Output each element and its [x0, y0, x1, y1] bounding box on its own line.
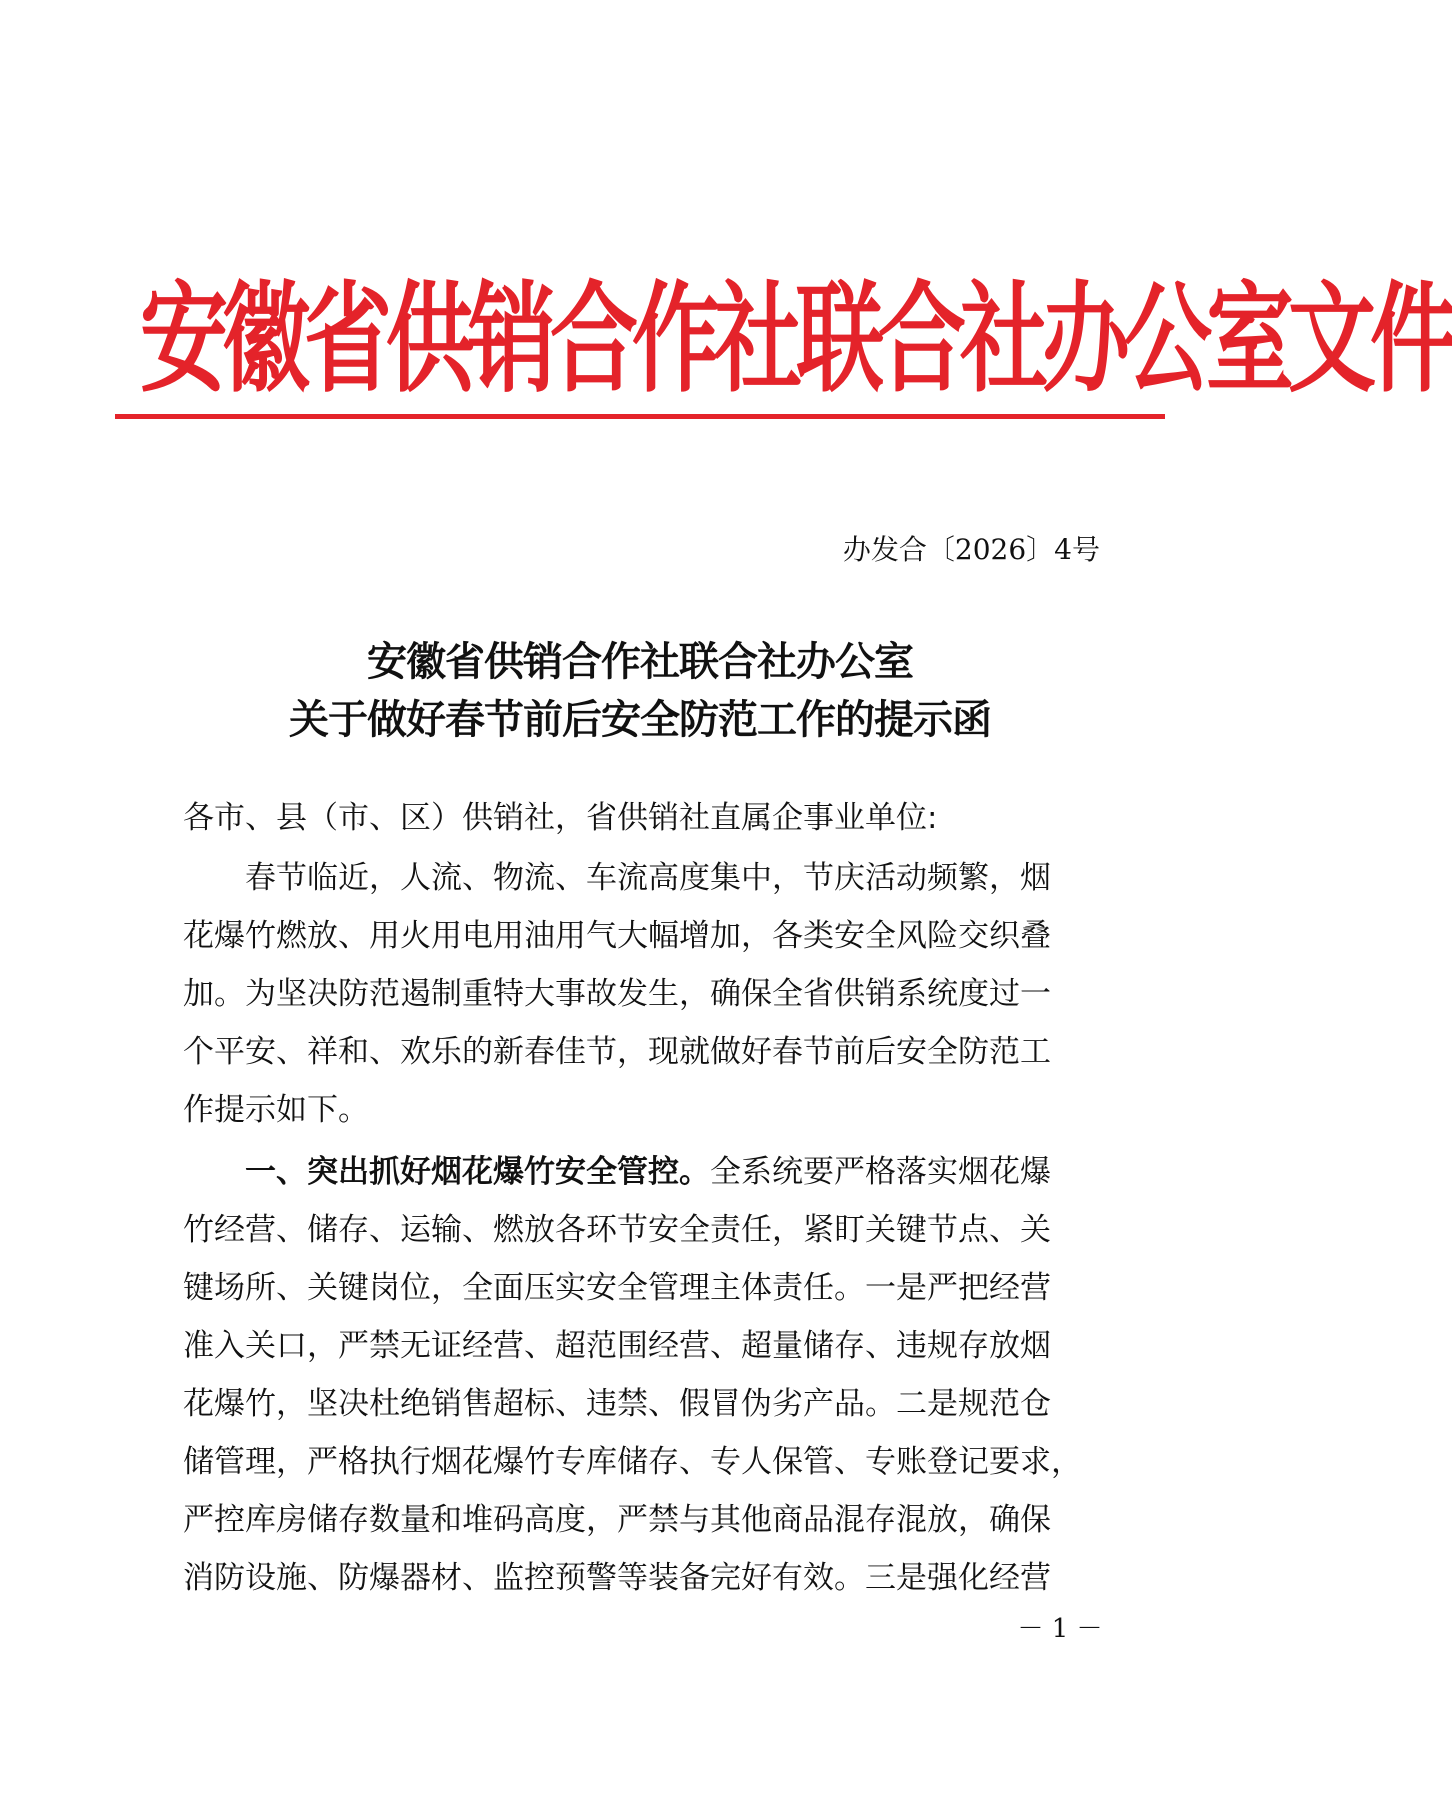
intro-line: 作提示如下。	[183, 1092, 369, 1128]
section-1-line: 严控库房储存数量和堆码高度，严禁与其他商品混存混放，确保	[183, 1502, 1051, 1538]
section-1-heading: 一、突出抓好烟花爆竹安全管控。	[183, 1154, 710, 1190]
intro-line: 花爆竹燃放、用火用电用油用气大幅增加，各类安全风险交织叠	[183, 918, 1051, 954]
issuer-banner: 安徽省供销合作社联合社办公室文件	[140, 267, 1452, 409]
intro-line: 个平安、祥和、欢乐的新春佳节，现就做好春节前后安全防范工	[183, 1034, 1051, 1070]
section-1-text: 全系统要严格落实烟花爆	[710, 1154, 1051, 1190]
document-title-line-2: 关于做好春节前后安全防范工作的提示函	[289, 697, 991, 743]
section-1-line: 键场所、关键岗位，全面压实安全管理主体责任。一是严把经营	[183, 1270, 1051, 1306]
section-1-first-line	[183, 1152, 1051, 1192]
section-1-line: 准入关口，严禁无证经营、超范围经营、超量储存、违规存放烟	[183, 1328, 1051, 1364]
page-number: － 1 －	[1017, 1614, 1103, 1644]
intro-line: 加。为坚决防范遏制重特大事故发生，确保全省供销系统度过一	[183, 976, 1051, 1012]
addressee-line: 各市、县（市、区）供销社，省供销社直属企事业单位:	[183, 800, 938, 836]
section-1-line: 花爆竹，坚决杜绝销售超标、违禁、假冒伪劣产品。二是规范仓	[183, 1386, 1051, 1422]
section-1-line: 消防设施、防爆器材、监控预警等装备完好有效。三是强化经营	[183, 1560, 1051, 1596]
red-divider-line	[115, 414, 1165, 419]
document-number: 办发合〔2026〕4号	[842, 533, 1100, 566]
section-1-line: 竹经营、储存、运输、燃放各环节安全责任，紧盯关键节点、关	[183, 1212, 1051, 1248]
section-1-line: 储管理，严格执行烟花爆竹专库储存、专人保管、专账登记要求，	[183, 1444, 1082, 1480]
document-title-line-1: 安徽省供销合作社联合社办公室	[367, 639, 913, 685]
intro-line: 春节临近，人流、物流、车流高度集中，节庆活动频繁，烟	[183, 860, 1051, 896]
